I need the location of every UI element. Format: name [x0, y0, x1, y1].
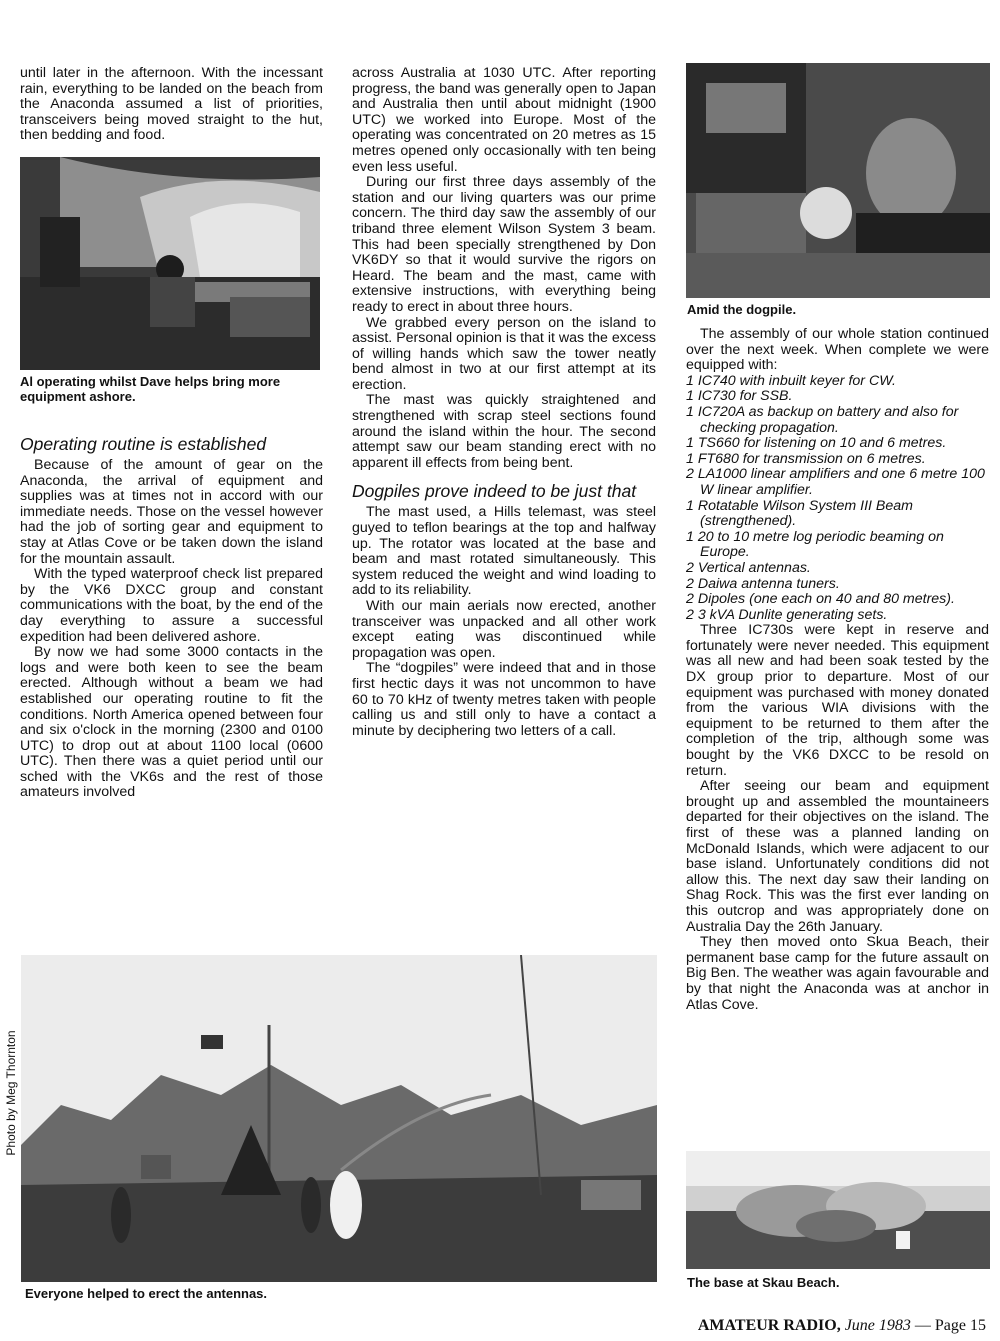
photo-credit: [4, 1025, 18, 1160]
page-footer: [698, 1317, 986, 1335]
list-item: 1 IC720A as backup on battery and also for checking propagation.: [686, 403, 959, 436]
paragraph: Three IC730s were kept in reserve and fortunately were never needed. This equipment was all new and had been soak tested by the DX group prior to departure. Most of our equipment was purchased with money donated from the various WIA divisions with the equipment to be returned to them after the completion of the trip, although some was bought by the VK6 DXCC to be resold on return.: [686, 622, 989, 779]
paragraph: until later in the afternoon. With the incessant rain, everything to be landed on the beach from the Anaconda assumed a list of priorities, transceivers being moved straight to the hut, then bedding and food.: [20, 65, 323, 144]
list-item: 2 Dipoles (one each on 40 and 80 metres).: [686, 591, 955, 608]
photo-dogpile: [686, 63, 990, 298]
photo-antennas: [21, 955, 657, 1282]
paragraph: The assembly of our whole station continued over the next week. When complete we were equipped with:: [686, 326, 989, 374]
magazine-name: AMATEUR RADIO,: [697, 1317, 841, 1334]
photo-caption: Al operating whilst Dave helps bring more equipment ashore.: [20, 374, 281, 404]
paragraph: They then moved onto Skua Beach, their permanent base camp for the future assault on Big Ben. The weather was again favourable and by that night the Anaconda was at anchor in Atlas Cove.: [686, 934, 989, 1013]
list-item: 1 IC730 for SSB.: [686, 388, 793, 405]
paragraph: Because of the amount of gear on the Anaconda, the arrival of equipment and supplies was at times not in accord with our immediate needs. Those on the vessel however had the job of sorting gear and equipment to stay at Atlas Cove or be taken down the island for the mountain assault.: [20, 457, 323, 567]
paragraph: By now we had some 3000 contacts in the logs and were both keen to see the beam erected. Although without a beam we had established our operating routine to fit the conditions. North America opened between four and six o'clock in the morning (2300 and 0100 UTC) to drop out at about 1100 local (0600 UTC). Then there was a quiet period until our sched with the VK6s and the rest of those amateurs involved: [20, 644, 323, 801]
photo-credit-text: Photo by Meg Thornton: [4, 1029, 18, 1156]
list-item: 1 TS660 for listening on 10 and 6 metres.: [686, 435, 947, 452]
column-1-lower: [20, 424, 323, 801]
equipment-list: [686, 374, 989, 624]
photo-caption: Amid the dogpile.: [687, 302, 797, 317]
list-item: 2 3 kVA Dunlite generating sets.: [686, 606, 888, 623]
column-2: [352, 66, 656, 739]
paragraph: across Australia at 1030 UTC. After reporting progress, the band was generally open to Japan and Australia then until about midnight (1900 UTC) we worked into Europe. Most of the operating was concentrated on 20 metres as 15 metres opened only occasionally with ten being even less useful.: [352, 65, 656, 175]
photo-caption: The base at Skau Beach.: [687, 1275, 840, 1290]
paragraph: We grabbed every person on the island to assist. Personal opinion is that it was the excess of willing hands which saw the tower neatly bend almost in two at our first attempt at its erection.: [352, 314, 656, 393]
list-item: 1 FT680 for transmission on 6 metres.: [686, 450, 926, 467]
list-item: 2 Vertical antennas.: [686, 559, 811, 576]
photo-hut-illustration: [20, 157, 320, 370]
column-1: [20, 66, 323, 144]
paragraph: The “dogpiles” were indeed that and in those first hectic days it was not uncommon to have 60 to 70 kHz of twenty metres taken with people calling us and still only to have a contact a minute by deciphering two letters of a call.: [352, 660, 656, 739]
list-item: 2 Daiwa antenna tuners.: [686, 575, 840, 592]
photo-caption: Everyone helped to erect the antennas.: [25, 1286, 268, 1301]
photo-antennas-illustration: [21, 955, 657, 1282]
issue-date: June 1983: [844, 1317, 911, 1334]
list-item: 1 20 to 10 metre log periodic beaming on Europe.: [686, 528, 944, 561]
photo-skua-beach: [686, 1151, 990, 1269]
page-number: — Page 15: [914, 1317, 986, 1334]
section-heading: Operating routine is established: [20, 434, 267, 454]
paragraph: During our first three days assembly of the station and our living quarters was our prime concern. The third day saw the assembly of our triband three element Wilson System 3 beam. This had been specially strengthened by Don VK6DY so that it would survive the rigors on Heard. The beam and the mast, came with extensive instructions, with everything being ready to erect in about three hours.: [352, 174, 656, 315]
paragraph: With the typed waterproof check list prepared by the VK6 DXCC group and constant communications with the boat, by the end of the day everything to assure a successful expedition had been delivered ashore.: [20, 566, 323, 645]
paragraph: The mast used, a Hills telemast, was steel guyed to teflon bearings at the top and halfway up. The rotator was located at the base and beam and mast rotated simultaneously. This system reduced the weight and wind loading to add to its reliability.: [352, 504, 656, 599]
paragraph: With our main aerials now erected, another transceiver was unpacked and all other work except eating was discontinued while propagation was open.: [352, 598, 656, 661]
list-item: 1 IC740 with inbuilt keyer for CW.: [686, 372, 896, 389]
paragraph: After seeing our beam and equipment brought up and assembled the mountaineers departed for their objectives on the island. The first of these was a planned landing on McDonald Islands, which were adjacent to our base island. Unfortunately conditions did not allow this. The next day saw their landing on Shag Rock. This was the first ever landing on this outcrop and was appropriately done on Australia Day the 26th January.: [686, 778, 989, 935]
section-heading: Dogpiles prove indeed to be just that: [352, 481, 637, 502]
photo-dogpile-illustration: [686, 63, 990, 298]
photo-hut-operating: [20, 157, 320, 370]
list-item: 2 LA1000 linear amplifiers and one 6 metre 100 W linear amplifier.: [686, 466, 985, 498]
list-item: 1 Rotatable Wilson System III Beam (strengthened).: [686, 497, 913, 530]
photo-skua-beach-illustration: [686, 1151, 990, 1269]
column-3: [686, 327, 989, 1013]
paragraph: The mast was quickly straightened and strengthened with scrap steel sections found around the island within the hour. The second attempt saw our beam standing erect with no apparent ill effects from being bent.: [352, 392, 656, 471]
